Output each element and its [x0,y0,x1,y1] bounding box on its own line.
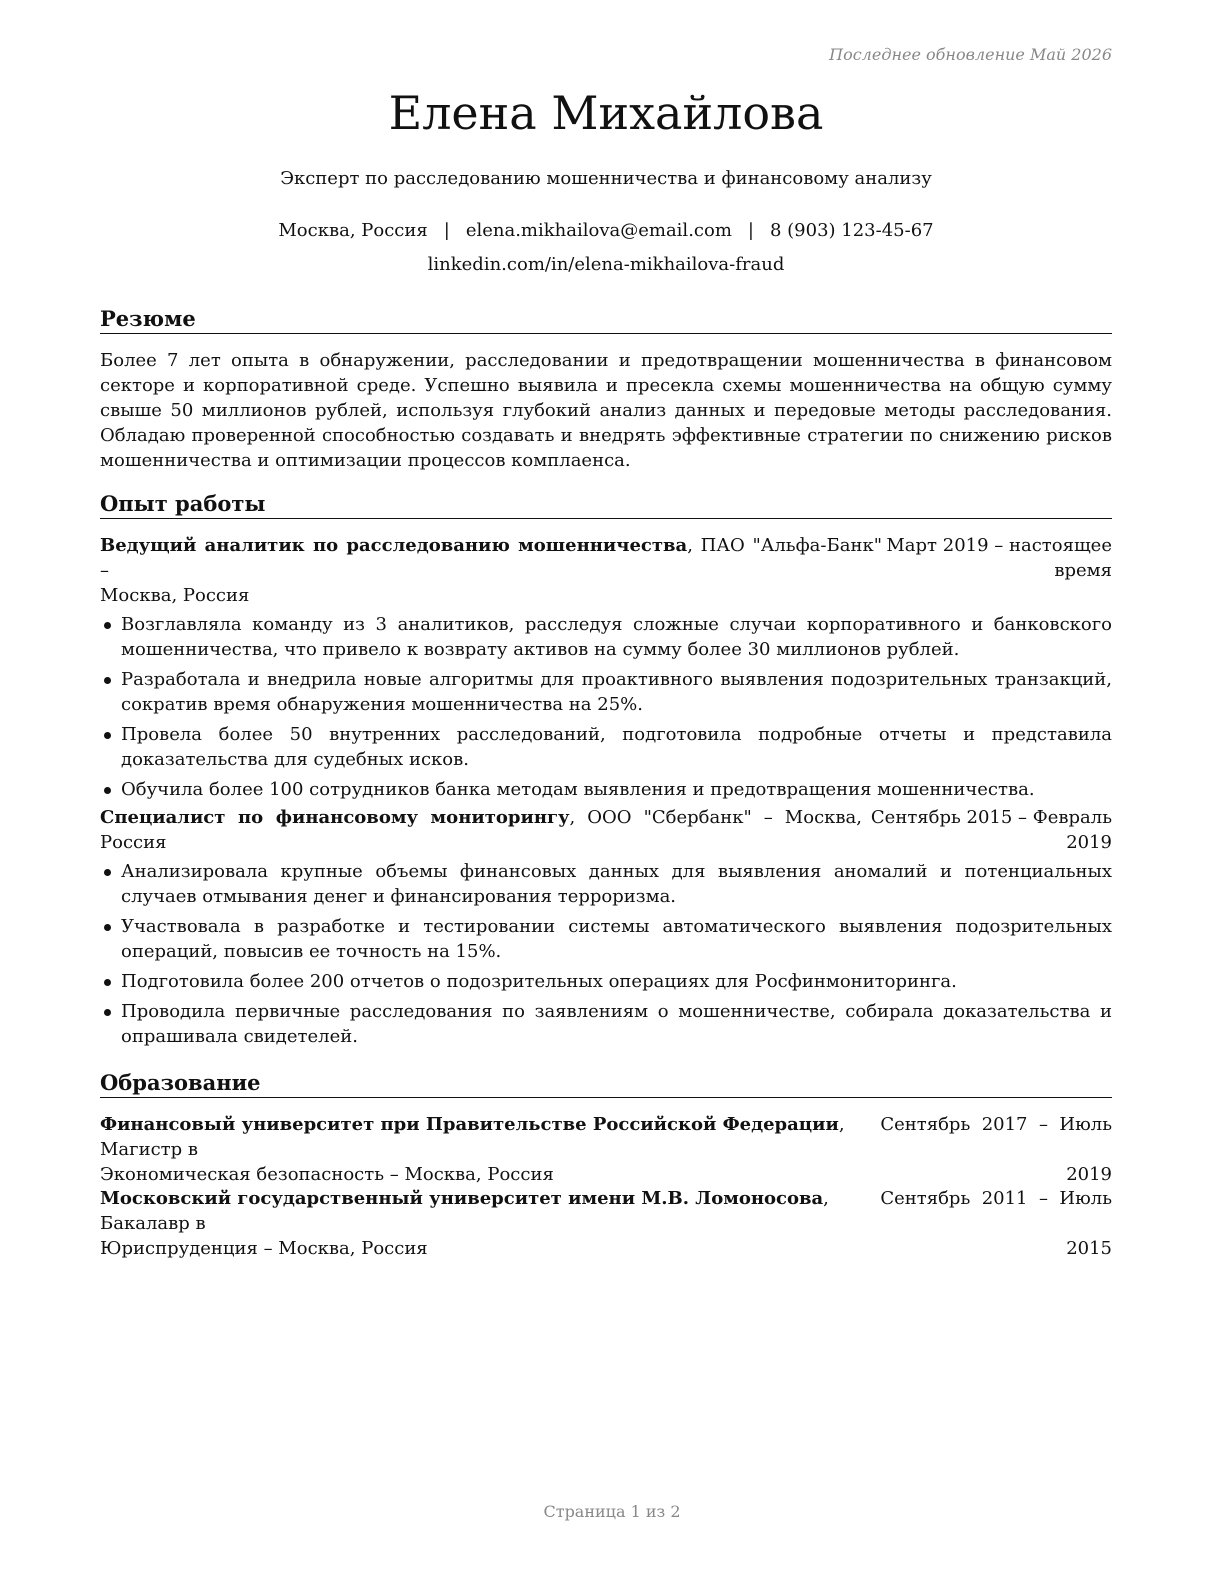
list-item: Анализировала крупные объемы финансовых данных для выявления аномалий и потенциальных случаев отмывания денег и финансирования терроризма. [100,859,1112,909]
separator: | [747,220,754,241]
summary-heading: Резюме [100,305,1112,334]
edu-dates: Сентябрь 2017 – Июль [880,1114,1112,1135]
job-location: Москва, Россия [100,585,250,606]
job-header [100,533,1112,608]
list-item: Провела более 50 внутренних расследований, подготовила подробные отчеты и представила доказательства для судебных исков. [100,722,1112,772]
job-entry [100,805,1112,1054]
school-name: Московский государственный университет имени М.В. Ломоносова [100,1188,824,1209]
job-dates-cont: 2019 [1066,832,1112,853]
degree: , Магистр в [100,1114,845,1160]
email-link[interactable]: elena.mikhailova@email.com [465,220,732,241]
summary-text: Более 7 лет опыта в обнаружении, расследовании и предотвращении мошенничества в финансовом секторе и корпоративной среде. Успешно выявила и пресекла схемы мошенничества на общую сумму свыше 50 миллионов рублей, используя глубокий анализ данных и передовые методы расследования. Обладаю проверенной способностью создавать и внедрять эффективные стратегии по снижению рисков мошенничества и оптимизации процессов комплаенса. [100,350,1112,471]
linkedin-link[interactable]: linkedin.com/in/elena-mikhailova-fraud [427,254,785,275]
school-name: Финансовый университет при Правительстве Российской Федерации [100,1114,839,1135]
job-company: , ПАО "Альфа-Банк" – [100,535,882,581]
job-entry [100,533,1112,807]
job-role: Специалист по финансовому мониторингу [100,807,570,828]
contact-line [100,220,1112,241]
education-entry [100,1112,1112,1187]
last-updated: Последнее обновление Май 2026 [829,45,1112,64]
location: Москва, Россия [278,220,428,241]
list-item: Обучила более 100 сотрудников банка методам выявления и предотвращения мошенничества. [100,777,1112,802]
job-dates: Сентябрь 2015 – Февраль [870,807,1112,828]
job-bullets [100,612,1112,802]
job-dates: Март 2019 – настоящее [886,535,1112,556]
list-item: Подготовила более 200 отчетов о подозрительных операциях для Росфинмониторинга. [100,969,1112,994]
job-role: Ведущий аналитик по расследованию мошенничества [100,535,688,556]
edu-field: Экономическая безопасность – Москва, Россия [100,1164,554,1185]
edu-dates-cont: 2015 [1066,1238,1112,1259]
job-dates-cont: время [1054,560,1112,581]
candidate-name: Елена Михайлова [388,86,824,140]
edu-field: Юриспруденция – Москва, Россия [100,1238,428,1259]
list-item: Участвовала в разработке и тестировании системы автоматического выявления подозрительных операций, повысив ее точность на 15%. [100,914,1112,964]
list-item: Проводила первичные расследования по заявлениям о мошенничестве, собирала доказательства и опрашивала свидетелей. [100,999,1112,1049]
page-number: Страница 1 из 2 [543,1502,681,1521]
edu-dates-cont: 2019 [1066,1164,1112,1185]
experience-heading: Опыт работы [100,490,1112,519]
education-heading: Образование [100,1069,1112,1098]
separator: | [443,220,450,241]
list-item: Возглавляла команду из 3 аналитиков, расследуя сложные случаи корпоративного и банковского мошенничества, что привело к возврату активов на сумму более 30 миллионов рублей. [100,612,1112,662]
list-item: Разработала и внедрила новые алгоритмы для проактивного выявления подозрительных транзакций, сократив время обнаружения мошенничества на 25%. [100,667,1112,717]
phone: 8 (903) 123-45-67 [769,220,934,241]
education-entry [100,1186,1112,1261]
job-company: , ООО "Сбербанк" – Москва, Россия [100,807,862,853]
edu-dates: Сентябрь 2011 – Июль [880,1188,1112,1209]
job-bullets [100,859,1112,1049]
job-header [100,805,1112,855]
degree: , Бакалавр в [100,1188,829,1234]
candidate-title: Эксперт по расследованию мошенничества и финансовому анализу [280,168,932,189]
